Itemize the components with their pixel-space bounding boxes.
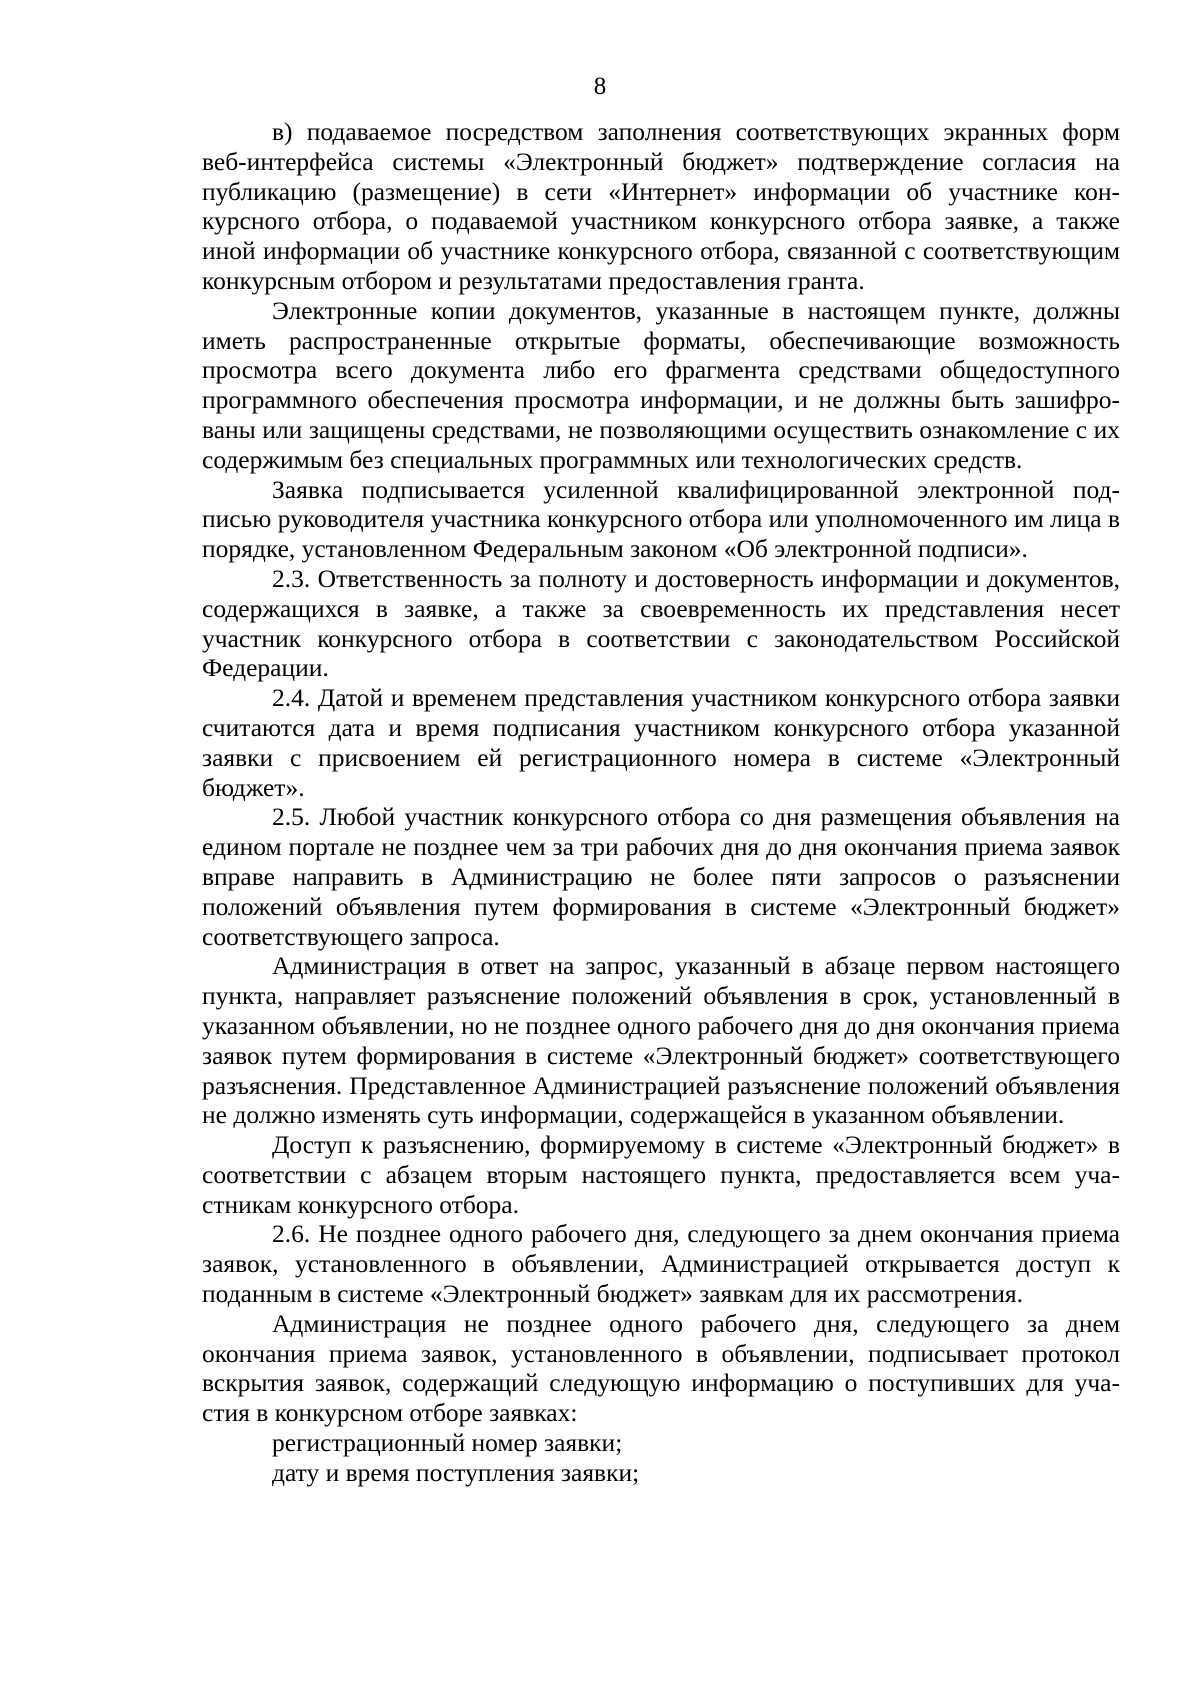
paragraph-2-3: 2.3. Ответственность за полноту и достоверность информации и документов, содержащихся в заявке, а также за своевременность их представления несет участник конкурсного отбора в соответствии с законодательством Российской Федерации.	[202, 563, 1120, 683]
paragraph-electronic-copies: Электронные копии документов, указанные в настоящем пункте, должны иметь распространенные открытые форматы, обеспечивающие возможность просмотра всего документа либо его фрагмента средствами общедоступного программного обеспечения просмотра информации, и не должны быть зашифрованы или защищены средствами, не позволяющими осуществить ознакомление с их содержимым без специальных программных или технологических средств.	[202, 295, 1120, 474]
paragraph-administration-response: Администрация в ответ на запрос, указанный в абзаце первом настоящего пункта, направляет разъяснение положений объявления в срок, установленный в указанном объявлении, но не позднее одного рабочего дня до дня окончания приема заявок путем формирования в системе «Электронный бюджет» соответствующего разъяснения. Представленное Администрацией разъяснение положений объявления не должно изменять суть информации, содержащейся в указанном объявлении.	[202, 951, 1120, 1130]
page-number: 8	[593, 73, 607, 100]
paragraph-access-clarification: Доступ к разъяснению, формируемому в системе «Электронный бюджет» в соответствии с абзацем вторым настоящего пункта, предоставляется всем участникам конкурсного отбора.	[202, 1130, 1120, 1219]
paragraph-2-5: 2.5. Любой участник конкурсного отбора со дня размещения объявления на едином портале не позднее чем за три рабочих дня до дня окончания приема заявок вправе направить в Администрацию не более пяти запросов о разъяснении положений объявления путем формирования в системе «Электронный бюджет» соответствующего запроса.	[202, 802, 1120, 951]
document-body	[202, 117, 1120, 1488]
paragraph-opening-protocol: Администрация не позднее одного рабочего дня, следующего за днем окончания приема заявок, установленного в объявлении, подписывает протокол вскрытия заявок, содержащий следующую информацию о поступивших для участия в конкурсном отборе заявках:	[202, 1308, 1120, 1428]
list-item-registration-number: регистрационный номер заявки;	[272, 1428, 623, 1458]
paragraph-2-6: 2.6. Не позднее одного рабочего дня, следующего за днем окончания приема заявок, установленного в объявлении, Администрацией открывается доступ к поданным в системе «Электронный бюджет» заявкам для их рассмотрения.	[202, 1219, 1120, 1309]
list-item-date-time: дату и время поступления заявки;	[272, 1457, 640, 1487]
paragraph-consent: в) подаваемое посредством заполнения соответствующих экранных форм веб-интерфейса системы «Электронный бюджет» подтверждение согласия на публикацию (размещение) в сети «Интернет» информации об участнике конкурсного отбора, о подаваемой участником конкурсного отбора заявке, а также иной информации об участнике конкурсного отбора, связанной с соответствующим конкурсным отбором и результатами предоставления гранта.	[202, 117, 1120, 295]
paragraph-2-4: 2.4. Датой и временем представления участником конкурсного отбора заявки считаются дата и время подписания участником конкурсного отбора указанной заявки с присвоением ей регистрационного номера в системе «Электронный бюджет».	[202, 683, 1120, 802]
paragraph-signature: Заявка подписывается усиленной квалифицированной электронной подписью руководителя участника конкурсного отбора или уполномоченного им лица в порядке, установленном Федеральным законом «Об электронной подписи».	[202, 474, 1120, 564]
